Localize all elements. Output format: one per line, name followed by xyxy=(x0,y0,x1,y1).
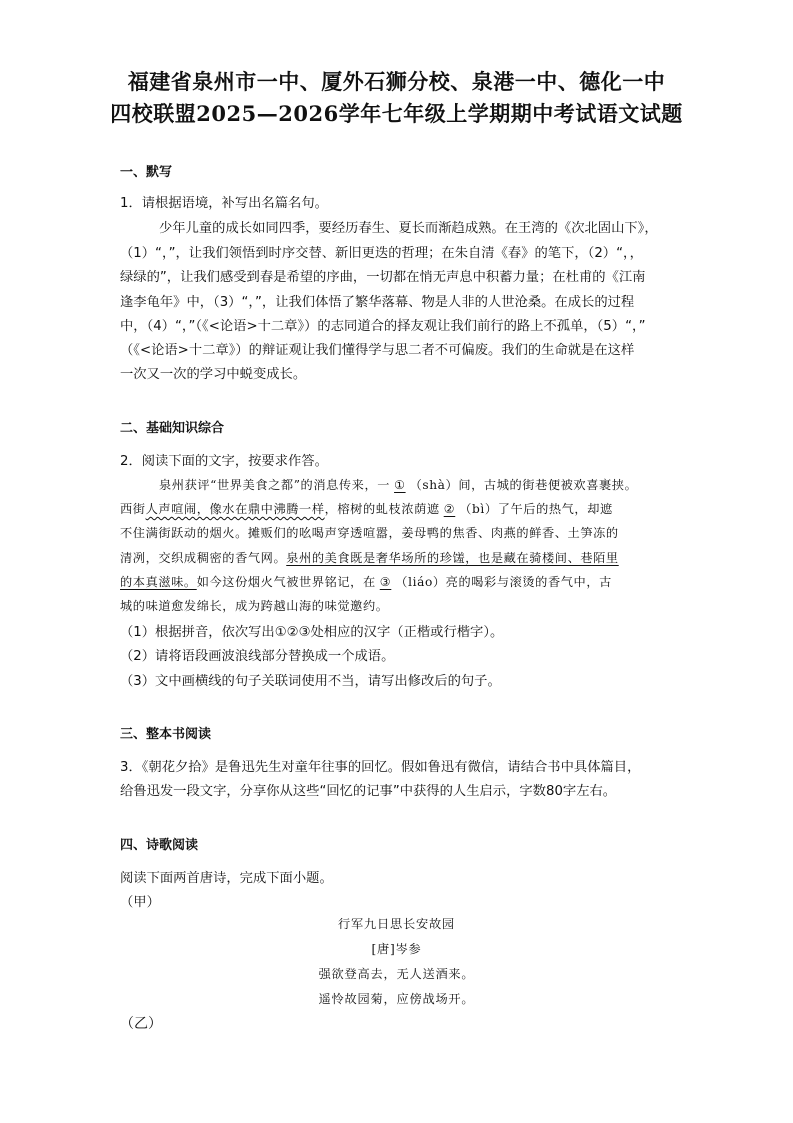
title-line-1: 福建省泉州市一中、厦外石狮分校、泉港一中、德化一中 xyxy=(127,69,666,94)
blank-3: ③ xyxy=(379,575,392,589)
passage-text: 泉州获评“世界美食之都”的消息传来，一 xyxy=(159,478,391,492)
wavy-underlined-phrase: 人声喧闹，像水在鼎中沸腾一样 xyxy=(145,502,325,516)
underlined-sentence: 泉州的美食既是奢华场所的珍馐，也是藏在骑楼间、巷陌里 xyxy=(286,551,619,565)
section-heading-basics: 二、基础知识综合 xyxy=(120,421,225,436)
underlined-sentence: 的本真滋味。 xyxy=(120,575,197,589)
section-heading-dictation: 一、默写 xyxy=(120,165,173,180)
reading-passage-line xyxy=(159,476,637,493)
section-heading-whole-book: 三、整本书阅读 xyxy=(120,727,212,742)
passage-line: 一次又一次的学习中蜕变成长。 xyxy=(120,367,307,382)
passage-line: 绿绿的”，让我们感受到春是希望的序曲，一切都在悄无声息中积蓄力量；在杜甫的《江南 xyxy=(120,270,646,285)
blank-2: ② xyxy=(443,502,456,516)
passage-line: （《<论语>十二章》）的辩证观让我们懂得学与思二者不可偏废。我们的生命就是在这样 xyxy=(120,343,635,358)
reading-passage-line xyxy=(120,573,612,590)
poem-author: [唐]岑参 xyxy=(371,942,422,956)
question-1-prompt: 1．请根据语境，补写出名篇名句。 xyxy=(120,196,328,211)
passage-text: （shà）间，古城的街巷便被欢喜裹挟。 xyxy=(409,478,638,492)
blank-1: ① xyxy=(394,478,406,492)
title-line-2: 四校联盟2025—2026学年七年级上学期期中考试语文试题 xyxy=(110,101,683,126)
poem-label-jia: （甲） xyxy=(120,895,160,910)
poem-label-yi: （乙） xyxy=(120,1016,162,1032)
passage-line: （1）“，”，让我们领悟到时序交替、新旧更迭的哲理；在朱自清《春》的笔下，（2）“，， xyxy=(120,246,643,261)
sub-question-2: （2）请将语段画波浪线部分替换成一个成语。 xyxy=(120,649,395,664)
passage-text: 如今这份烟火气被世界铭记，在 xyxy=(196,575,376,589)
question-3-line: 给鲁迅发一段文字，分享你从这些“回忆的记事”中获得的人生启示，字数80字左右。 xyxy=(120,784,617,799)
passage-text: （bì）了午后的热气，却遮 xyxy=(459,502,613,516)
reading-passage-line xyxy=(120,549,619,566)
question-2-prompt: 2．阅读下面的文字，按要求作答。 xyxy=(120,454,328,469)
poem-title: 行军九日思长安故园 xyxy=(338,917,455,931)
passage-text: 西街 xyxy=(120,502,146,516)
sub-question-3: （3）文中画横线的句子关联词使用不当，请写出修改后的句子。 xyxy=(120,674,501,689)
section-heading-poetry: 四、诗歌阅读 xyxy=(120,838,199,853)
reading-passage-line: 不住满街跃动的烟火。摊贩们的吆喝声穿透喧嚣，姜母鸭的焦香、肉燕的鲜香、土笋冻的 xyxy=(120,526,619,540)
passage-text: 清冽，交织成稠密的香气网。 xyxy=(120,551,287,565)
sub-question-1: （1）根据拼音，依次写出①②③处相应的汉字（正楷或行楷字）。 xyxy=(120,625,504,640)
passage-line: 逢李龟年》中，（3）“，”，让我们体悟了繁华落幕、物是人非的人世沧桑。在成长的过程 xyxy=(120,295,635,310)
poem-line: 遥怜故园菊，应傍战场开。 xyxy=(318,992,475,1006)
reading-passage-line: 城的味道愈发绵长，成为跨越山海的味觉邀约。 xyxy=(120,599,389,613)
passage-text: （liáo）亮的喝彩与滚烫的香气中，古 xyxy=(395,575,612,589)
passage-line: 中，（4）“，”（《<论语>十二章》）的志同道合的择友观让我们前行的路上不孤单，（5）“，” xyxy=(120,319,646,334)
passage-text: ，榕树的虬枝浓荫遮 xyxy=(324,502,440,516)
question-3-line: 3．《朝花夕拾》是鲁迅先生对童年往事的回忆。假如鲁迅有微信，请结合书中具体篇目， xyxy=(120,760,641,775)
reading-passage-line xyxy=(120,500,613,517)
poetry-intro: 阅读下面两首唐诗，完成下面小题。 xyxy=(120,871,333,886)
passage-line: 少年儿童的成长如同四季，要经历春生、夏长而渐趋成熟。在王湾的《次北固山下》， xyxy=(159,221,658,236)
poem-line: 强欲登高去，无人送酒来。 xyxy=(318,967,475,981)
